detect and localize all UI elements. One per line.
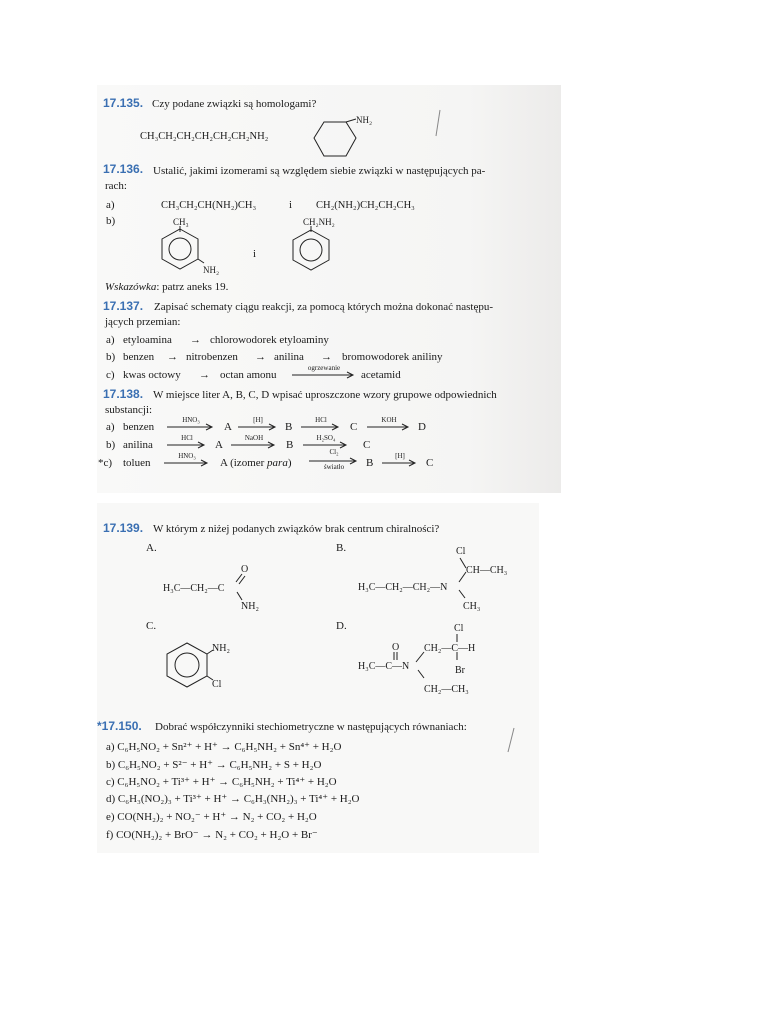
option-c-label: C. bbox=[146, 620, 157, 632]
item-137-b-arrow3: → bbox=[321, 351, 332, 363]
item-138-a-C: C bbox=[350, 421, 358, 433]
item-138-c-start: toluen bbox=[123, 457, 151, 469]
equation-b: b) C₆H₅NO₂ + S²⁻ + H⁺ → C₆H₅NH₂ + S + H₂O bbox=[106, 759, 322, 771]
item-137-b-start: benzen bbox=[123, 351, 155, 363]
item-138-c-A: A (izomer para) bbox=[220, 457, 292, 469]
option-d-label: D. bbox=[336, 620, 347, 632]
problem-number-139: 17.139. bbox=[103, 521, 144, 535]
item-137-a-product: chlorowodorek etyloaminy bbox=[210, 334, 329, 346]
item-137-c-step1: octan amonu bbox=[220, 369, 277, 381]
problem-137-question-line2: jących przemian: bbox=[105, 316, 181, 328]
item-138-c-B: B bbox=[366, 457, 374, 469]
problem-139-question: W którym z niżej podanych związków brak centrum chiralności? bbox=[153, 523, 440, 535]
item-138-b-arrow3: H₂SO₄ bbox=[303, 434, 349, 450]
item-138-b-B: B bbox=[286, 439, 294, 451]
item-137-b-label: b) bbox=[106, 351, 116, 363]
problem-number-136: 17.136. bbox=[103, 162, 144, 176]
problem-150-question: Dobrać współczynniki stechiometryczne w następujących równaniach: bbox=[155, 721, 467, 733]
option-d-ch2ch3: CH₂—CH₃ bbox=[424, 684, 469, 695]
option-a-bonds bbox=[232, 570, 252, 604]
benzylamine-ch2nh2: CH₂NH₂ bbox=[303, 217, 335, 227]
item-136-a-formula2: CH₂(NH₂)CH₂CH₂CH₃ bbox=[316, 200, 415, 211]
item-138-b-arrow2: NaOH bbox=[231, 434, 277, 450]
option-b-cl: Cl bbox=[456, 546, 466, 557]
item-138-b-arrow1: HCl bbox=[167, 434, 207, 450]
item-138-a-start: benzen bbox=[123, 421, 155, 433]
option-b-chain: H₃C—CH₂—CH₂—N bbox=[358, 582, 448, 593]
benzylamine-ring bbox=[290, 226, 334, 272]
item-137-a-arrow: → bbox=[190, 334, 201, 346]
option-c-chloroaniline-ring bbox=[163, 640, 215, 690]
item-137-b-arrow2: → bbox=[255, 351, 266, 363]
problem-137-question-line1: Zapisać schematy ciągu reakcji, za pomocą których można dokonać następu- bbox=[154, 301, 494, 313]
problem-number-135: 17.135. bbox=[103, 96, 144, 110]
option-a-label: A. bbox=[146, 542, 157, 554]
problem-135-question: Czy podane związki są homologami? bbox=[152, 98, 317, 110]
item-138-a-arrow3: HCl bbox=[301, 416, 341, 432]
equation-d: d) C₆H₃(NO₂)₃ + Ti³⁺ + H⁺ → C₆H₃(NH₂)₃ + Ti⁴⁺ + H₂O bbox=[106, 793, 360, 805]
option-d-br: Br bbox=[455, 665, 465, 676]
item-138-b-A: A bbox=[215, 439, 223, 451]
item-138-b-start: anilina bbox=[123, 439, 153, 451]
option-d-bonds bbox=[390, 632, 470, 688]
option-c-cl: Cl bbox=[212, 679, 222, 690]
item-137-b-step1: nitrobenzen bbox=[186, 351, 238, 363]
problem-136-question-line1: Ustalić, jakimi izomerami są względem siebie związki w następujących pa- bbox=[153, 165, 486, 177]
item-138-c-label: *c) bbox=[98, 457, 113, 469]
item-137-c-label: c) bbox=[106, 369, 115, 381]
item-138-c-arrow3: [H] bbox=[382, 452, 418, 468]
pencil-mark-bottom bbox=[504, 726, 518, 754]
toluidine-ch3: CH₃ bbox=[173, 217, 189, 227]
option-d-oxygen: O bbox=[392, 642, 400, 653]
item-137-a-start: etyloamina bbox=[123, 334, 172, 346]
item-138-b-label: b) bbox=[106, 439, 116, 451]
item-136-b-and: i bbox=[253, 248, 257, 260]
item-137-b-arrow1: → bbox=[167, 351, 178, 363]
item-138-a-arrow4: KOH bbox=[367, 416, 411, 432]
option-b-bonds bbox=[455, 556, 475, 604]
problem-136-hint: Wskazówka: patrz aneks 19. bbox=[105, 281, 229, 293]
item-138-a-arrow2: [H] bbox=[238, 416, 278, 432]
problem-135-formula: CH₃CH₂CH₂CH₂CH₂CH₂NH₂ bbox=[140, 131, 269, 142]
item-137-b-step2: anilina bbox=[274, 351, 304, 363]
item-136-a-label: a) bbox=[106, 199, 115, 211]
item-138-c-C: C bbox=[426, 457, 434, 469]
option-c-nh2: NH₂ bbox=[212, 643, 230, 654]
item-137-c-arrow1: → bbox=[199, 369, 210, 381]
problem-136-question-line2: rach: bbox=[105, 180, 127, 192]
option-d-chain: H₃C—C—N bbox=[358, 661, 410, 672]
item-138-c-arrow2: Cl₂ światło bbox=[309, 448, 359, 472]
pencil-mark-top bbox=[432, 108, 444, 138]
item-137-c-start: kwas octowy bbox=[123, 369, 181, 381]
toluidine-nh2: NH₂ bbox=[203, 265, 220, 275]
equation-a: a) C₆H₅NO₂ + Sn²⁺ + H⁺ → C₆H₅NH₂ + Sn⁴⁺ + H₂O bbox=[106, 741, 342, 753]
equation-f: f) CO(NH₂)₂ + BrO⁻ → N₂ + CO₂ + H₂O + Br⁻ bbox=[106, 829, 318, 841]
item-138-c-arrow1: HNO₃ bbox=[164, 452, 210, 468]
equation-c: c) C₆H₅NO₂ + Ti³⁺ + H⁺ → C₆H₅NH₂ + Ti⁴⁺ + H₂O bbox=[106, 776, 337, 788]
option-b-ch3: CH₃ bbox=[463, 601, 481, 612]
item-136-a-and: i bbox=[289, 199, 293, 211]
item-138-a-arrow1: HNO₃ bbox=[167, 416, 215, 432]
item-137-a-label: a) bbox=[106, 334, 115, 346]
item-136-b-label: b) bbox=[106, 215, 116, 227]
item-136-a-formula1: CH₃CH₂CH(NH₂)CH₃ bbox=[161, 200, 257, 211]
item-138-a-D: D bbox=[418, 421, 426, 433]
option-a-chain: H₃C—CH₂—C bbox=[163, 583, 225, 594]
option-a-oxygen: O bbox=[241, 564, 249, 575]
cyclohexylamine-nh2: NH₂ bbox=[356, 115, 373, 125]
item-138-a-label: a) bbox=[106, 421, 115, 433]
m-toluidine-ring bbox=[160, 226, 208, 272]
item-138-a-B: B bbox=[285, 421, 293, 433]
problem-138-question-line2: substancji: bbox=[105, 404, 153, 416]
problem-number-150: *17.150. bbox=[97, 719, 142, 733]
option-a-nh2: NH₂ bbox=[241, 601, 259, 612]
option-d-ch2ch: CH₂—C—H bbox=[424, 643, 476, 654]
item-137-c-step2: acetamid bbox=[361, 369, 401, 381]
item-137-b-step3: bromowodorek aniliny bbox=[342, 351, 443, 363]
problem-138-question-line1: W miejsce liter A, B, C, D wpisać uproszczone wzory grupowe odpowiednich bbox=[153, 389, 497, 401]
item-138-b-C: C bbox=[363, 439, 371, 451]
item-137-c-arrow-heating: ogrzewanie bbox=[292, 364, 356, 380]
option-d-cl: Cl bbox=[454, 623, 464, 634]
option-b-label: B. bbox=[336, 542, 347, 554]
problem-number-137: 17.137. bbox=[103, 299, 144, 313]
problem-number-138: 17.138. bbox=[103, 387, 144, 401]
item-138-a-A: A bbox=[224, 421, 232, 433]
option-b-chch3: CH—CH₃ bbox=[466, 565, 508, 576]
equation-e: e) CO(NH₂)₂ + NO₂⁻ + H⁺ → N₂ + CO₂ + H₂O bbox=[106, 811, 317, 823]
cyclohexane-ring bbox=[312, 118, 362, 162]
